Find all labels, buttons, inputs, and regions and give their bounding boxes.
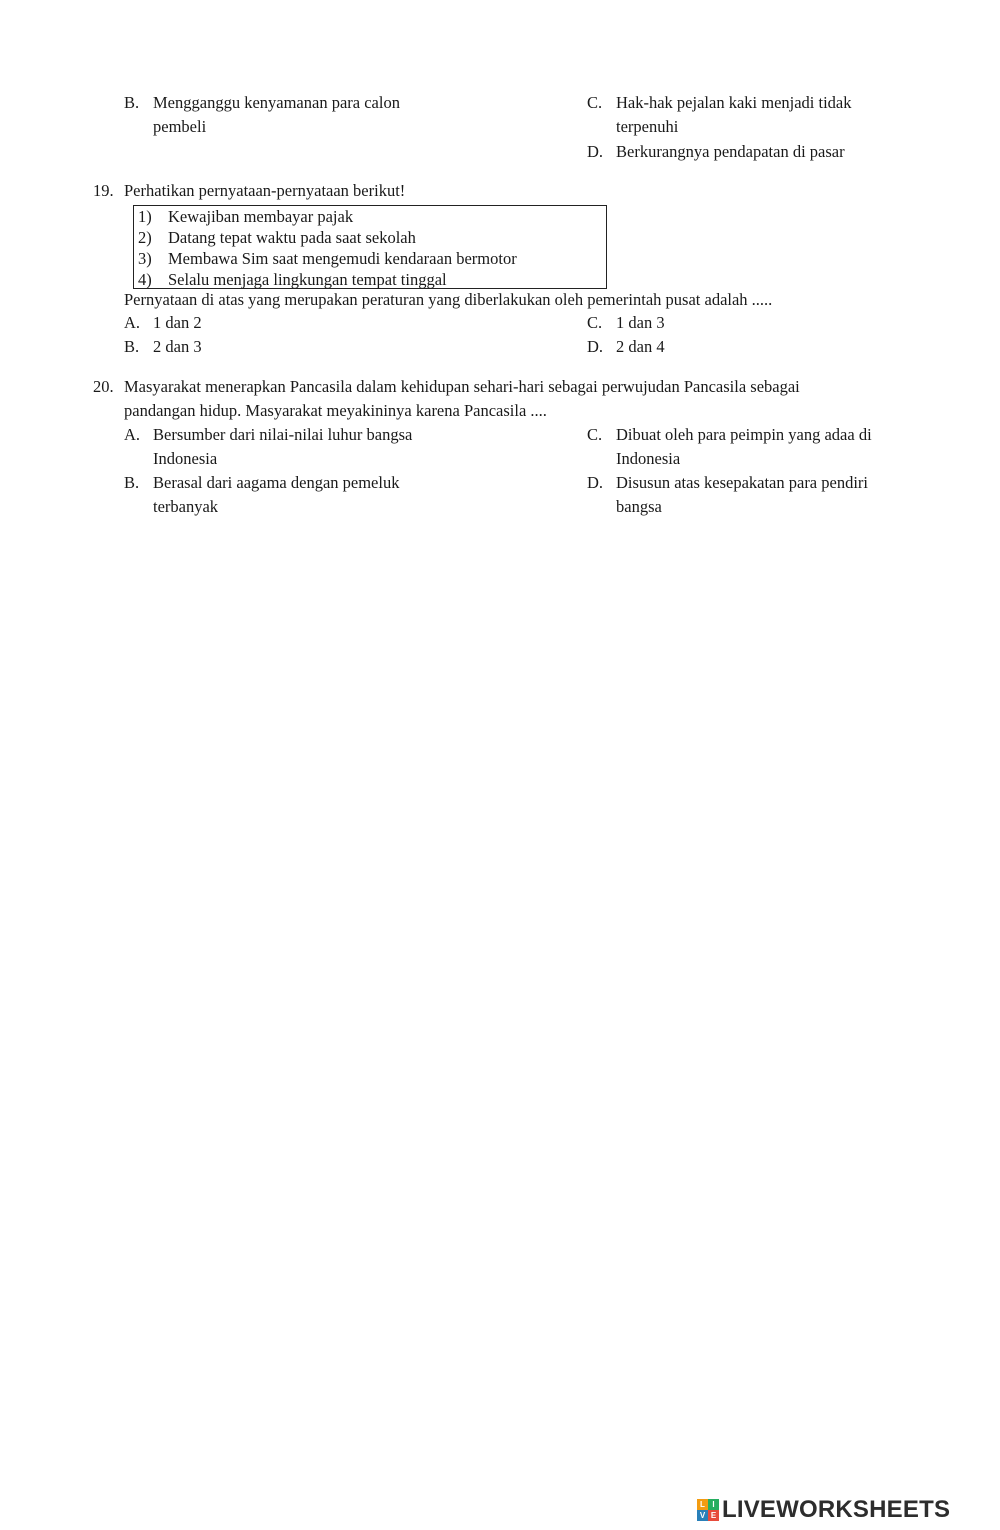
statement-number: 4): [138, 270, 152, 289]
option-text-line2: terpenuhi: [616, 117, 679, 136]
statement-number: 3): [138, 249, 152, 268]
logo-mark-letter: I: [708, 1499, 719, 1510]
option-text: 2 dan 3: [153, 337, 202, 356]
option-text-line1: Disusun atas kesepakatan para pendiri: [616, 473, 868, 492]
statement-number: 1): [138, 207, 152, 226]
option-letter: C.: [587, 425, 603, 444]
logo-text: LIVEWORKSHEETS: [722, 1496, 951, 1523]
statement-text: Kewajiban membayar pajak: [168, 207, 354, 226]
option-text-line1: Berasal dari aagama dengan pemeluk: [153, 473, 400, 492]
logo-mark-letter: L: [697, 1499, 708, 1510]
logo-mark-letter: E: [708, 1510, 719, 1521]
option-text-line2: bangsa: [616, 497, 662, 516]
option-letter: B.: [124, 337, 140, 356]
option-letter: D.: [587, 473, 604, 492]
option-letter: D.: [587, 337, 604, 356]
option-text-line1: Mengganggu kenyamanan para calon: [153, 93, 400, 112]
question-text: Pernyataan di atas yang merupakan peraturan yang diberlakukan oleh pemerintah pusat adalah .....: [124, 290, 773, 309]
option-letter: C.: [587, 93, 603, 112]
option-letter: A.: [124, 425, 141, 444]
question-prompt: Perhatikan pernyataan-pernyataan berikut!: [124, 181, 406, 200]
option-letter: A.: [124, 313, 141, 332]
statement-number: 2): [138, 228, 152, 247]
option-text-line2: Indonesia: [616, 449, 681, 468]
statement-text: Selalu menjaga lingkungan tempat tinggal: [168, 270, 447, 289]
question-number: 20.: [93, 377, 114, 396]
option-text: 1 dan 2: [153, 313, 202, 332]
option-text-line1: Dibuat oleh para peimpin yang adaa di: [616, 425, 872, 444]
option-text-line2: terbanyak: [153, 497, 219, 516]
option-text-line1: Bersumber dari nilai-nilai luhur bangsa: [153, 425, 413, 444]
live-logo-mark-icon: [697, 1499, 719, 1521]
option-text-line2: pembeli: [153, 117, 207, 136]
liveworksheets-logo[interactable]: [697, 1495, 950, 1525]
option-text-line1: Berkurangnya pendapatan di pasar: [616, 142, 845, 161]
option-text: 2 dan 4: [616, 337, 665, 356]
logo-mark-letter: V: [697, 1510, 708, 1521]
statement-box: [133, 205, 607, 289]
option-letter: B.: [124, 473, 140, 492]
option-letter: B.: [124, 93, 140, 112]
question-number: 19.: [93, 181, 114, 200]
question-text-line1: Masyarakat menerapkan Pancasila dalam kehidupan sehari-hari sebagai perwujudan Pancasila sebagai: [124, 377, 800, 396]
option-letter: D.: [587, 142, 604, 161]
statement-text: Datang tepat waktu pada saat sekolah: [168, 228, 416, 247]
option-text: 1 dan 3: [616, 313, 665, 332]
option-text-line1: Hak-hak pejalan kaki menjadi tidak: [616, 93, 852, 112]
statement-text: Membawa Sim saat mengemudi kendaraan bermotor: [168, 249, 517, 268]
option-text-line2: Indonesia: [153, 449, 218, 468]
question-text-line2: pandangan hidup. Masyarakat meyakininya karena Pancasila ....: [124, 401, 547, 420]
option-letter: C.: [587, 313, 603, 332]
